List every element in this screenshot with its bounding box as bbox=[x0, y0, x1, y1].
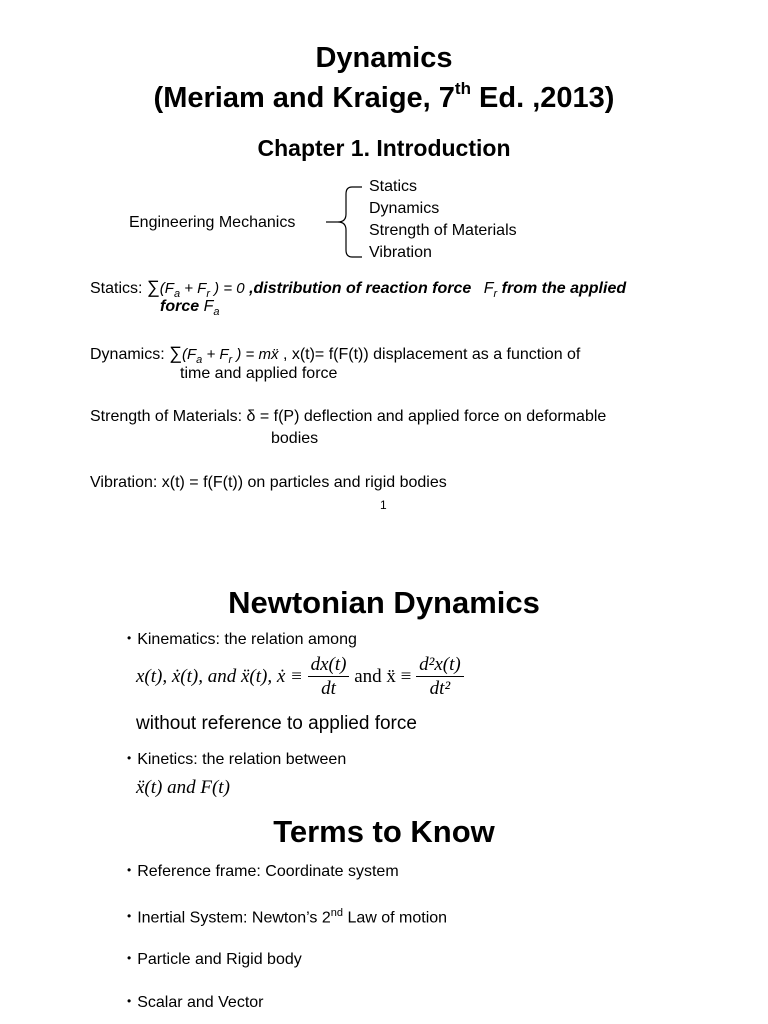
dynamics-desc-2: time and applied force bbox=[180, 365, 338, 382]
bullet-dot-icon: • bbox=[127, 909, 132, 924]
statics-eq-open: (F bbox=[159, 280, 174, 297]
kinetics-text: Kinetics: the relation between bbox=[137, 751, 347, 768]
statics-line-2 bbox=[160, 298, 219, 318]
statics-sub-r: r bbox=[206, 288, 210, 300]
statics-plus: + F bbox=[180, 280, 207, 297]
kinematics-text: Kinematics: the relation among bbox=[137, 631, 357, 648]
kinematics-bullet bbox=[127, 631, 357, 649]
dynamics-line bbox=[90, 343, 580, 366]
kin-frac-2 bbox=[416, 654, 464, 700]
statics-desc-1: ,distribution of reaction force bbox=[249, 280, 472, 297]
bullet-dot-icon: • bbox=[127, 751, 132, 765]
title-line-2 bbox=[0, 79, 768, 115]
kinematics-note: without reference to applied force bbox=[136, 713, 417, 734]
dynamics-sub-r: r bbox=[228, 354, 233, 366]
kinematics-formula bbox=[136, 654, 464, 700]
term-text: Scalar and Vector bbox=[137, 994, 264, 1011]
branch-statics: Statics bbox=[369, 178, 418, 195]
statics-sigma: ∑ bbox=[146, 277, 160, 297]
dynamics-plus: + F bbox=[202, 346, 229, 363]
statics-desc-3: force bbox=[160, 298, 200, 315]
statics-fr-main: F bbox=[483, 280, 494, 297]
term-text-post: Law of motion bbox=[343, 909, 448, 927]
kin-frac2-num: d²x(t) bbox=[416, 654, 464, 677]
newtonian-dynamics-title: Newtonian Dynamics bbox=[228, 585, 540, 620]
term-text: Reference frame: Coordinate system bbox=[137, 863, 399, 880]
kinetics-bullet bbox=[127, 751, 346, 769]
statics-fr bbox=[483, 280, 498, 300]
bullet-dot-icon: • bbox=[127, 994, 132, 1008]
kin-formula-mid: and ẍ ≡ bbox=[354, 666, 412, 687]
term-item bbox=[127, 951, 302, 969]
kin-frac1-den: dt bbox=[321, 678, 336, 699]
term-item bbox=[127, 994, 264, 1012]
term-text: Particle and Rigid body bbox=[137, 951, 302, 968]
kin-frac2-den: dt² bbox=[429, 678, 451, 699]
chapter-heading: Chapter 1. Introduction bbox=[257, 135, 511, 161]
statics-line bbox=[90, 277, 626, 300]
statics-fr-sub: r bbox=[493, 288, 498, 300]
dynamics-sigma: ∑ bbox=[169, 343, 182, 363]
statics-label: Statics: bbox=[90, 280, 143, 297]
statics-fa bbox=[203, 298, 220, 318]
term-text-pre: Inertial System: Newton’s 2 bbox=[137, 909, 331, 927]
terms-title: Terms to Know bbox=[273, 814, 495, 849]
kin-formula-pre: x(t), ẋ(t), and ẍ(t), ẋ ≡ bbox=[136, 666, 303, 687]
dynamics-equation bbox=[169, 343, 279, 366]
statics-desc-2: from the applied bbox=[501, 280, 627, 297]
statics-equation bbox=[146, 277, 245, 300]
title-edition-sup: th bbox=[454, 79, 471, 98]
branch-strength: Strength of Materials bbox=[369, 222, 517, 239]
term-item bbox=[127, 863, 399, 881]
page-number: 1 bbox=[380, 498, 387, 512]
kin-frac1-num: dx(t) bbox=[308, 654, 350, 677]
mechanics-label: Engineering Mechanics bbox=[129, 214, 296, 231]
branch-vibration: Vibration bbox=[369, 244, 432, 261]
branch-dynamics: Dynamics bbox=[369, 200, 440, 217]
bullet-dot-icon: • bbox=[127, 951, 132, 965]
dynamics-label: Dynamics: bbox=[90, 346, 165, 363]
bullet-dot-icon: • bbox=[127, 631, 132, 645]
dynamics-eq-open: (F bbox=[181, 346, 197, 363]
strength-line-1: Strength of Materials: δ = f(P) deflection and applied force on deformable bbox=[90, 408, 607, 425]
statics-fa-sub: a bbox=[213, 306, 220, 318]
bullet-dot-icon: • bbox=[127, 863, 132, 877]
statics-fa-main: F bbox=[203, 298, 214, 315]
term-item bbox=[127, 907, 447, 927]
title-edition-post: Ed. ,2013) bbox=[470, 82, 615, 114]
strength-line-2: bodies bbox=[271, 430, 319, 447]
vibration-line: Vibration: x(t) = f(F(t)) on particles and rigid bodies bbox=[90, 474, 447, 491]
term-text-sup: nd bbox=[330, 907, 344, 919]
curly-brace-icon bbox=[322, 184, 370, 260]
title-line-1: Dynamics bbox=[315, 42, 453, 74]
statics-eq-close: ) = 0 bbox=[210, 280, 245, 297]
dynamics-sub-a: a bbox=[196, 354, 203, 366]
kin-frac-1 bbox=[308, 654, 350, 700]
dynamics-eq-close: ) = m bbox=[232, 346, 271, 363]
statics-sub-a: a bbox=[173, 288, 181, 300]
dynamics-xdd: ẍ bbox=[270, 346, 279, 363]
kinetics-formula: ẍ(t) and F(t) bbox=[136, 777, 230, 798]
dynamics-desc-1: , x(t)= f(F(t)) displacement as a function of bbox=[282, 346, 581, 363]
title-edition-pre: (Meriam and Kraige, 7 bbox=[153, 82, 455, 114]
